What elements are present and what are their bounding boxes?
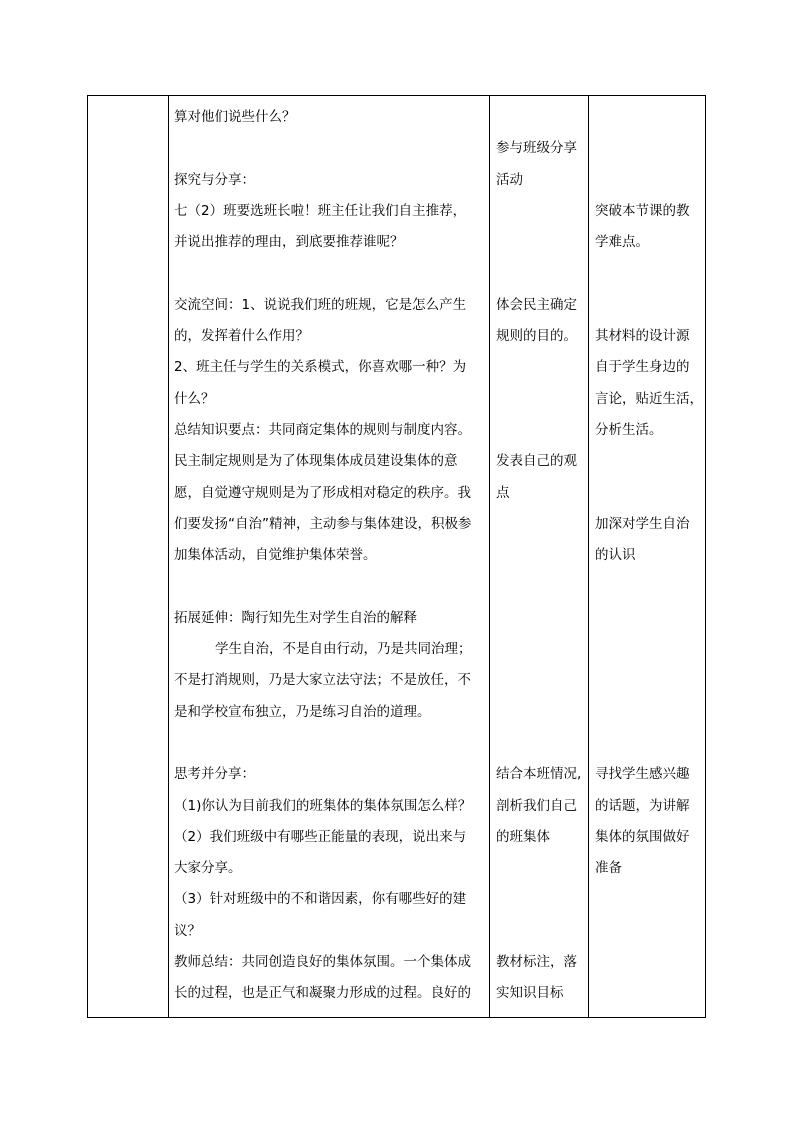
content-line: 的班集体 — [496, 828, 550, 845]
content-line: 长的过程，也是正气和凝聚力形成的过程。良好的 — [174, 985, 471, 1002]
content-line: 大家分享。 — [174, 860, 242, 877]
content-line: 思考并分享： — [174, 766, 255, 783]
teaching-content-column — [174, 102, 488, 1010]
content-line: 算对他们说些什么？ — [174, 109, 296, 125]
content-line: 寻找学生感兴趣 — [595, 766, 690, 783]
content-line: （2）我们班级中有哪些正能量的表现，说出来与 — [174, 828, 467, 845]
content-line: 探究与分享： — [174, 171, 255, 188]
content-line: 集体的氛围做好 — [595, 828, 690, 845]
column-divider-1 — [168, 96, 169, 1017]
blank-line — [174, 133, 488, 164]
content-line: 言论，贴近生活， — [595, 390, 703, 407]
content-line: 并说出推荐的理由，到底要推荐谁呢？ — [174, 234, 404, 251]
content-line: 加深对学生自治 — [595, 515, 690, 532]
content-line: 点 — [496, 484, 510, 501]
content-line: 是和学校宣布独立，乃是练习自治的道理。 — [174, 703, 431, 720]
content-line: 的，发挥着什么作用？ — [174, 328, 309, 345]
content-line: 其材料的设计源 — [595, 328, 690, 345]
content-line: 的认识 — [595, 547, 636, 564]
content-line: （3）针对班级中的不和谐因素，你有哪些好的建 — [174, 891, 467, 908]
content-line: 学生自治，不是自由行动，乃是共同治理； — [215, 641, 472, 658]
content-line: 不是打消规则，乃是大家立法守法；不是放任，不 — [174, 672, 471, 689]
content-line: 什么？ — [174, 390, 215, 407]
content-line: 加集体活动，自觉维护集体荣誉。 — [174, 547, 377, 564]
blank-line — [174, 258, 488, 289]
lesson-plan-table — [87, 95, 706, 1018]
column-divider-3 — [588, 96, 589, 1017]
content-line: 们要发扬“自治”精神，主动参与集体建设，积极参 — [174, 515, 472, 532]
content-line: 总结知识要点：共同商定集体的规则与制度内容。 — [174, 421, 471, 438]
content-line: 自于学生身边的 — [595, 359, 690, 376]
content-line: 规则的目的。 — [496, 328, 577, 345]
content-line: 交流空间：1、说说我们班的班规，它是怎么产生 — [174, 296, 467, 313]
content-line: 拓展延伸：陶行知先生对学生自治的解释 — [174, 609, 417, 626]
content-line: 学难点。 — [595, 234, 649, 251]
content-line: 七（2）班要选班长啦！班主任让我们自主推荐， — [174, 202, 467, 219]
content-line: 教材标注，落 — [496, 954, 577, 971]
content-line: 突破本节课的教 — [595, 202, 690, 219]
blank-line — [174, 728, 488, 759]
content-line: 参与班级分享 — [496, 140, 577, 157]
content-line: 准备 — [595, 860, 622, 877]
content-line: 结合本班情况, — [496, 766, 582, 783]
content-line: 教师总结：共同创造良好的集体氛围。一个集体成 — [174, 954, 471, 971]
content-line: （1)你认为目前我们的班集体的集体氛围怎么样？ — [174, 797, 472, 814]
content-line: 分析生活。 — [595, 422, 663, 438]
content-line: 发表自己的观 — [496, 453, 577, 470]
blank-line — [174, 571, 488, 602]
content-line: 议？ — [174, 922, 201, 939]
content-line: 剖析我们自己 — [496, 797, 577, 814]
content-line: 实知识目标 — [496, 985, 564, 1002]
content-line: 愿，自觉遵守规则是为了形成相对稳定的秩序。我 — [174, 484, 471, 501]
content-line: 2、班主任与学生的关系模式，你喜欢哪一种？为 — [174, 359, 467, 376]
content-line: 体会民主确定 — [496, 296, 577, 313]
column-divider-2 — [489, 96, 490, 1017]
content-line: 活动 — [496, 171, 523, 188]
content-line: 的话题，为讲解 — [595, 797, 690, 814]
content-line: 民主制定规则是为了体现集体成员建设集体的意 — [174, 453, 458, 470]
